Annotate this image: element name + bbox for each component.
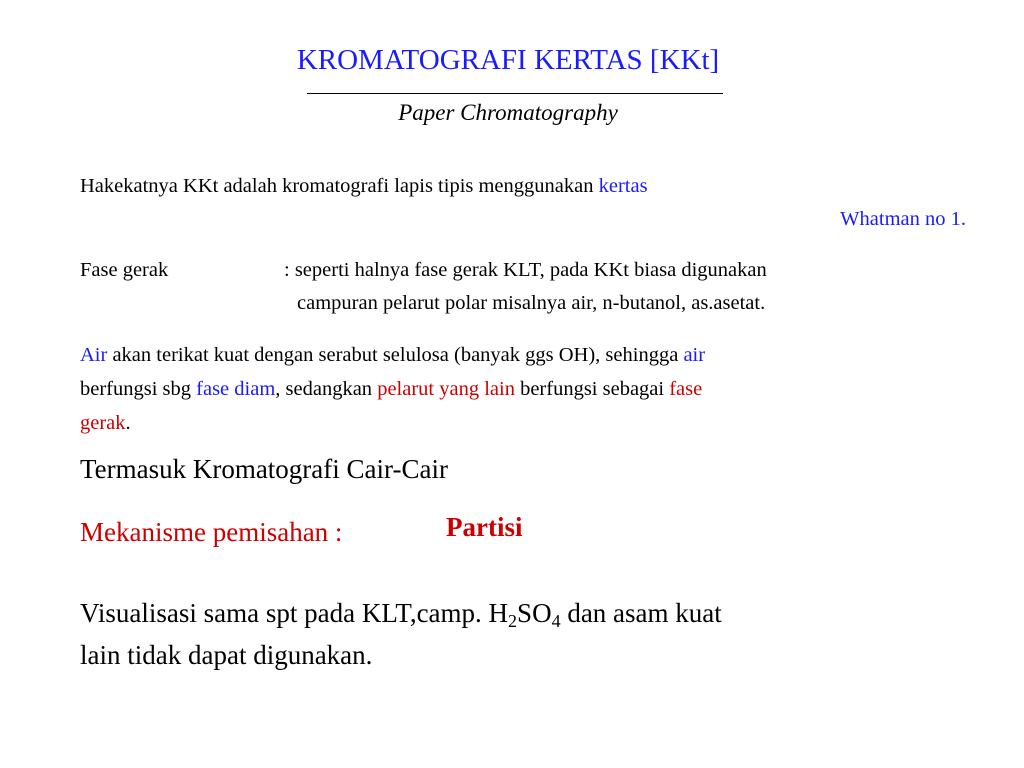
visualisasi-text-3: dan asam kuat [560, 598, 722, 628]
pelarut-term: pelarut yang lain [377, 378, 515, 400]
definition-line-1 [80, 175, 648, 198]
air-text-4: berfungsi sebagai [514, 378, 670, 400]
visualisasi-text-1: Visualisasi sama spt pada KLT,camp. H [80, 598, 509, 628]
air-text-1: akan terikat kuat dengan serabut selulosa (banyak ggs OH), sehingga [107, 344, 684, 366]
mekanisme-value: Partisi [446, 512, 523, 542]
fase-diam-term: fase diam [196, 378, 276, 400]
air-text-5: . [125, 412, 131, 434]
air-text-2: berfungsi sbg [80, 378, 197, 400]
air-line-3 [80, 412, 131, 435]
air-word-2: air [683, 344, 706, 366]
slide-subtitle: Paper Chromatography [398, 100, 618, 125]
definition-text: Hakekatnya KKt adalah kromatografi lapis tipis menggunakan [80, 175, 599, 197]
fase-gerak-line-2: campuran pelarut polar misalnya air, n-butanol, as.asetat. [297, 292, 766, 314]
fase-term: fase [669, 378, 703, 400]
mekanisme-label: Mekanisme pemisahan : [80, 517, 343, 547]
termasuk-statement: Termasuk Kromatografi Cair-Cair [80, 454, 448, 484]
air-text-3: , sedangkan [275, 378, 378, 400]
visualisasi-line-1 [80, 598, 722, 629]
title-divider [307, 93, 723, 94]
definition-line-2: Whatman no 1. [840, 208, 966, 230]
subscript-2: 2 [508, 611, 518, 631]
visualisasi-line-2: lain tidak dapat digunakan. [80, 640, 373, 670]
visualisasi-text-2: SO [517, 598, 552, 628]
air-line-2 [80, 378, 702, 401]
fase-gerak-line-1: : seperti halnya fase gerak KLT, pada KKt biasa digunakan [284, 259, 767, 281]
fase-gerak-label: Fase gerak [80, 259, 169, 281]
definition-highlight: kertas [598, 175, 648, 197]
air-word: Air [80, 344, 108, 366]
gerak-term: gerak [80, 412, 126, 434]
subscript-4: 4 [551, 611, 561, 631]
slide-title: KROMATOGRAFI KERTAS [KKt] [296, 44, 720, 76]
air-line-1 [80, 344, 705, 367]
